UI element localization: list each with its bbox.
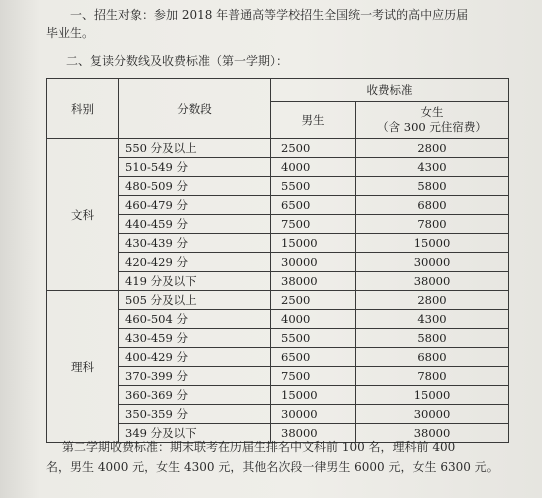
range-cell: 460-479 分 xyxy=(119,196,271,215)
range-cell: 510-549 分 xyxy=(119,158,271,177)
header-female-line1: 女生 xyxy=(420,105,444,119)
female-fee-cell: 5800 xyxy=(356,329,509,348)
female-fee-cell: 2800 xyxy=(356,291,509,310)
female-fee-cell: 7800 xyxy=(356,215,509,234)
female-fee-cell: 5800 xyxy=(356,177,509,196)
female-fee-cell: 7800 xyxy=(356,367,509,386)
female-fee-cell: 38000 xyxy=(356,424,509,443)
female-fee-cell: 6800 xyxy=(356,196,509,215)
range-cell: 419 分及以下 xyxy=(119,272,271,291)
female-fee-cell: 15000 xyxy=(356,386,509,405)
male-fee-cell: 2500 xyxy=(271,291,356,310)
header-female xyxy=(356,102,509,139)
fee-table xyxy=(46,78,509,443)
male-fee-cell: 30000 xyxy=(271,405,356,424)
range-cell: 460-504 分 xyxy=(119,310,271,329)
header-female-line2: （含 300 元住宿费） xyxy=(377,120,487,134)
female-fee-cell: 2800 xyxy=(356,139,509,158)
range-cell: 430-459 分 xyxy=(119,329,271,348)
footer-line-1: 第二学期收费标准：期末联考在历届生排名中文科前 100 名，理科前 400 xyxy=(62,440,456,454)
header-male: 男生 xyxy=(271,102,356,139)
female-fee-cell: 15000 xyxy=(356,234,509,253)
male-fee-cell: 15000 xyxy=(271,234,356,253)
female-fee-cell: 30000 xyxy=(356,253,509,272)
male-fee-cell: 7500 xyxy=(271,367,356,386)
intro-line-1-continued: 毕业生。 xyxy=(46,26,95,40)
range-cell: 505 分及以上 xyxy=(119,291,271,310)
range-cell: 420-429 分 xyxy=(119,253,271,272)
male-fee-cell: 38000 xyxy=(271,424,356,443)
range-cell: 550 分及以上 xyxy=(119,139,271,158)
intro-line-1: 一、招生对象：参加 2018 年普通高等学校招生全国统一考试的高中应历届 xyxy=(70,8,469,22)
range-cell: 350-359 分 xyxy=(119,405,271,424)
range-cell: 360-369 分 xyxy=(119,386,271,405)
male-fee-cell: 5500 xyxy=(271,177,356,196)
table-row xyxy=(47,139,509,158)
female-fee-cell: 30000 xyxy=(356,405,509,424)
table-row xyxy=(47,291,509,310)
range-cell: 349 分及以下 xyxy=(119,424,271,443)
subject-cell-science: 理科 xyxy=(47,291,119,443)
female-fee-cell: 6800 xyxy=(356,348,509,367)
male-fee-cell: 4000 xyxy=(271,310,356,329)
header-subject: 科别 xyxy=(47,79,119,139)
range-cell: 480-509 分 xyxy=(119,177,271,196)
header-fee: 收费标准 xyxy=(271,79,509,102)
male-fee-cell: 2500 xyxy=(271,139,356,158)
male-fee-cell: 4000 xyxy=(271,158,356,177)
female-fee-cell: 38000 xyxy=(356,272,509,291)
male-fee-cell: 15000 xyxy=(271,386,356,405)
range-cell: 440-459 分 xyxy=(119,215,271,234)
range-cell: 400-429 分 xyxy=(119,348,271,367)
range-cell: 370-399 分 xyxy=(119,367,271,386)
female-fee-cell: 4300 xyxy=(356,310,509,329)
male-fee-cell: 38000 xyxy=(271,272,356,291)
section-heading: 二、复读分数线及收费标准（第一学期）： xyxy=(66,54,289,68)
footer-line-2: 名，男生 4000 元，女生 4300 元，其他名次段一律男生 6000 元，女生 6300 元。 xyxy=(46,460,499,474)
male-fee-cell: 6500 xyxy=(271,196,356,215)
male-fee-cell: 30000 xyxy=(271,253,356,272)
subject-cell-arts: 文科 xyxy=(47,139,119,291)
range-cell: 430-439 分 xyxy=(119,234,271,253)
header-range: 分数段 xyxy=(119,79,271,139)
male-fee-cell: 7500 xyxy=(271,215,356,234)
male-fee-cell: 6500 xyxy=(271,348,356,367)
female-fee-cell: 4300 xyxy=(356,158,509,177)
male-fee-cell: 5500 xyxy=(271,329,356,348)
